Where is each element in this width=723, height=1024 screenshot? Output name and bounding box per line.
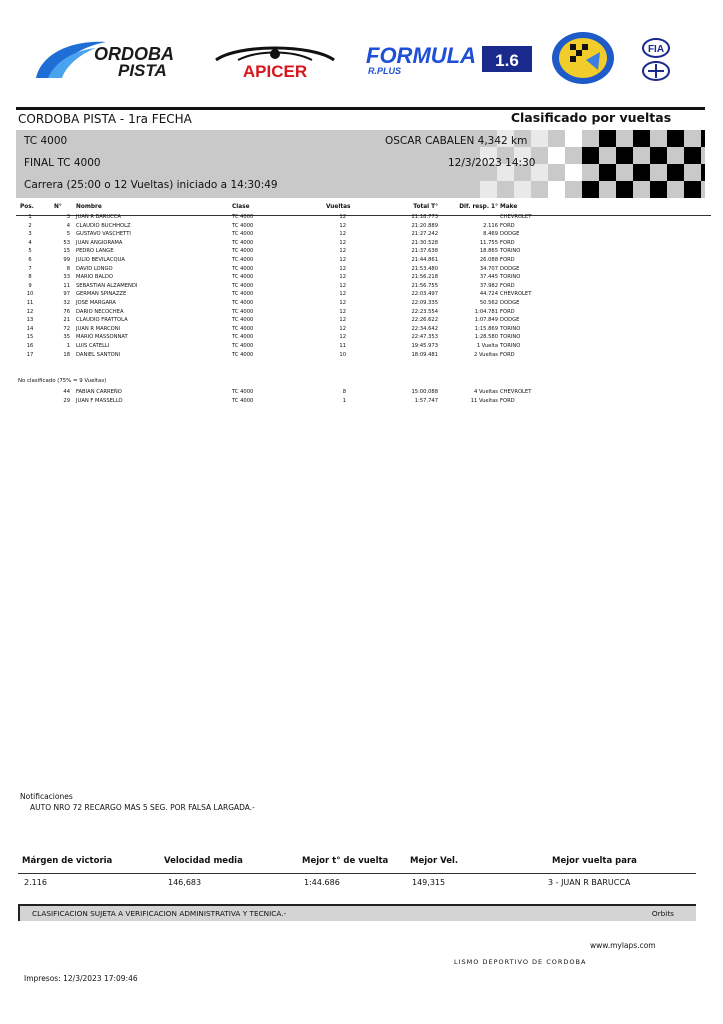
cell-make: FORD	[500, 282, 515, 289]
cell-num: 76	[63, 308, 70, 315]
checker-square	[701, 130, 705, 147]
cell-num: 29	[63, 397, 70, 404]
cell-laps: 12	[339, 239, 346, 246]
cell-diff: 26.088	[479, 257, 498, 263]
track-label: OSCAR CABALEN 4,342 km	[385, 135, 528, 147]
cell-num: 18	[63, 351, 70, 358]
cell-laps: 12	[339, 222, 346, 229]
cell-make: FORD	[500, 257, 515, 263]
cell-laps: 12	[339, 257, 346, 263]
cell-laps: 12	[339, 317, 346, 324]
stats-rule	[18, 873, 696, 874]
formula-logo-text: FORMULA	[366, 43, 476, 68]
cell-class: TC 4000	[232, 397, 254, 404]
cell-laps: 12	[339, 300, 346, 306]
cell-make: TORINO	[500, 343, 521, 349]
cell-total: 21:56.755	[411, 282, 438, 289]
cell-name: JUAN F MASSELLO	[76, 397, 123, 404]
checker-square	[480, 181, 497, 198]
cell-num: 33	[63, 274, 70, 281]
checker-square	[514, 181, 531, 198]
cell-diff: 8.469	[483, 231, 498, 238]
checker-square	[667, 130, 684, 147]
cell-pos: 16	[26, 343, 34, 349]
table-row	[16, 397, 711, 406]
apicer-logo	[208, 40, 342, 80]
cell-class: TC 4000	[232, 389, 254, 395]
checker-square	[599, 164, 616, 181]
session-datetime: 12/3/2023 14:30	[448, 157, 536, 169]
cell-diff: 1:04.781	[474, 308, 498, 315]
checker-square	[633, 130, 650, 147]
notifications-text: AUTO NRO 72 RECARGO MAS 5 SEG. POR FALSA LARGADA.-	[30, 803, 255, 812]
cell-total: 21:30.528	[411, 239, 438, 246]
cell-num: 15	[63, 248, 70, 255]
cell-pos: 12	[26, 308, 34, 315]
cell-diff: 37.445	[479, 274, 498, 281]
best-lap-value: 1:44.686	[304, 878, 340, 887]
cell-make: FORD	[500, 308, 515, 315]
class-label: TC 4000	[24, 135, 68, 147]
cell-make: FORD	[500, 222, 515, 229]
cell-num: 8	[66, 265, 70, 272]
mylaps-url: www.mylaps.com	[590, 941, 656, 950]
cell-num: 4	[66, 222, 70, 229]
cell-total: 22:23.554	[411, 308, 438, 315]
cell-pos: 2	[28, 222, 32, 229]
checker-square	[582, 181, 599, 198]
not-classified-title: No clasificado (75% = 9 Vueltas)	[18, 378, 107, 384]
cell-name: JOSE MARGARA	[76, 300, 116, 306]
cell-laps: 10	[339, 351, 346, 358]
col-num: N°	[54, 204, 62, 210]
cell-name: SEBASTIAN ALZAMENDI	[76, 282, 138, 289]
report-title: Clasificado por vueltas	[510, 110, 672, 125]
cell-total: 19:45.973	[411, 343, 438, 349]
col-pos: Pos.	[20, 204, 34, 210]
speed-label: Velocidad media	[164, 856, 243, 866]
club-shield-logo	[550, 30, 616, 86]
checker-square	[565, 130, 582, 147]
cell-make: DODGE	[500, 317, 520, 324]
cell-name: DARIO NECOCHEA	[76, 308, 124, 315]
best-lap-for-value: 3 - JUAN R BARUCCA	[548, 878, 631, 887]
cell-laps: 8	[342, 389, 346, 395]
cell-class: TC 4000	[232, 231, 254, 238]
cell-name: FABIAN CARREÑO	[76, 389, 122, 395]
cell-class: TC 4000	[232, 274, 254, 281]
cell-name: DAVID LONGO	[76, 265, 113, 272]
cell-class: TC 4000	[232, 334, 254, 341]
best-speed-label: Mejor Vel.	[410, 856, 459, 866]
cell-make: TORINO	[500, 274, 521, 281]
cell-num: 11	[63, 282, 70, 289]
col-make: Make	[500, 204, 518, 210]
cell-class: TC 4000	[232, 265, 254, 272]
cell-name: DANIEL SANTONI	[76, 351, 121, 358]
cell-class: TC 4000	[232, 343, 254, 349]
cell-diff: 50.562	[479, 300, 498, 306]
race-info: Carrera (25:00 o 12 Vueltas) iniciado a 14:30:49	[24, 179, 278, 191]
cell-total: 22:34.642	[411, 325, 438, 332]
footer-note-box	[18, 904, 696, 921]
margin-label: Márgen de victoria	[22, 856, 113, 866]
checker-square	[650, 147, 667, 164]
checker-square	[565, 164, 582, 181]
cell-total: 21:56.218	[411, 274, 438, 281]
cell-laps: 12	[339, 248, 346, 255]
cell-num: 5	[66, 231, 70, 238]
cell-num: 72	[63, 325, 70, 332]
printed-timestamp: Impresos: 12/3/2023 17:09:46	[24, 974, 138, 983]
cell-class: TC 4000	[232, 300, 254, 306]
cell-name: MARIO BALDO	[76, 274, 113, 281]
checker-square	[633, 164, 650, 181]
orbits-brand: Orbits	[651, 909, 674, 918]
footer-note: CLASIFICACION SUJETA A VERIFICACION ADMINISTRATIVA Y TECNICA.-	[32, 909, 287, 918]
cell-diff: 4 Vueltas	[474, 389, 498, 395]
cell-laps: 12	[339, 334, 346, 341]
cell-num: 1	[66, 343, 70, 349]
checker-square	[599, 130, 616, 147]
cell-total: 22:09.335	[411, 300, 438, 306]
cell-class: TC 4000	[232, 222, 254, 229]
col-name: Nombre	[76, 204, 102, 210]
cell-total: 21:27.242	[411, 231, 438, 238]
cell-diff: 18.865	[479, 248, 498, 255]
cell-make: DODGE	[500, 231, 520, 238]
cell-pos: 14	[26, 325, 34, 332]
checker-square	[582, 147, 599, 164]
cell-class: TC 4000	[232, 291, 254, 298]
cell-laps: 12	[339, 274, 346, 281]
cell-laps: 1	[342, 397, 346, 404]
col-diff: Dif. resp. 1°	[459, 204, 498, 210]
cell-diff: 44.724	[479, 291, 498, 298]
cell-name: JULIO BEVILACQUA	[76, 257, 125, 263]
cell-pos: 4	[28, 239, 32, 246]
cell-pos: 9	[28, 282, 32, 289]
rplus-logo-text: R.PLUS	[368, 66, 402, 76]
organizer-name: LISMO DEPORTIVO DE CORDOBA	[454, 958, 587, 966]
cell-diff: 34.707	[479, 265, 498, 272]
cell-class: TC 4000	[232, 214, 254, 220]
checker-square	[684, 147, 701, 164]
cell-diff: 37.982	[479, 282, 498, 289]
fia-logo-text: FIA	[647, 44, 665, 55]
cell-total: 22:47.353	[411, 334, 438, 341]
cell-pos: 1	[28, 214, 32, 220]
cell-pos: 17	[26, 351, 34, 358]
cell-make: TORINO	[500, 334, 521, 341]
checker-square	[548, 147, 565, 164]
cell-name: GERMAN SPINAZZE	[76, 291, 127, 298]
cell-laps: 12	[339, 265, 346, 272]
cell-diff: 1:28.580	[474, 334, 498, 341]
cell-make: CHEVROLET	[500, 389, 532, 395]
cell-class: TC 4000	[232, 257, 254, 263]
cell-make: CHEVROLET	[500, 214, 532, 220]
session-label: FINAL TC 4000	[24, 157, 101, 169]
checker-square	[616, 147, 633, 164]
cell-num: 97	[63, 291, 70, 298]
cell-total: 21:44.861	[411, 257, 438, 263]
cell-pos: 5	[28, 248, 32, 255]
cell-laps: 12	[339, 282, 346, 289]
formula-16-logo	[364, 42, 534, 76]
cell-pos: 11	[26, 300, 34, 306]
cell-pos: 7	[28, 265, 32, 272]
cell-class: TC 4000	[232, 317, 254, 324]
cell-total: 1:57.747	[414, 397, 438, 404]
cell-diff: 1:07.849	[474, 317, 498, 324]
col-laps: Vueltas	[326, 204, 351, 210]
cell-class: TC 4000	[232, 308, 254, 315]
cell-name: JUAN ANGIORAMA	[76, 239, 123, 246]
pista-logo-text: PISTA	[118, 61, 167, 80]
formula-number-text: 1.6	[495, 51, 519, 70]
checker-square	[548, 181, 565, 198]
checker-square	[667, 164, 684, 181]
cell-diff: 2.116	[483, 222, 498, 229]
cell-pos: 13	[26, 317, 34, 324]
cell-laps: 12	[339, 291, 346, 298]
table-row	[16, 351, 711, 360]
cell-laps: 12	[339, 308, 346, 315]
checker-square	[684, 181, 701, 198]
best-lap-label: Mejor t° de vuelta	[302, 856, 389, 866]
cell-pos: 6	[28, 257, 32, 263]
cell-num: 53	[63, 239, 70, 246]
col-class: Clase	[232, 204, 250, 210]
cell-name: LUIS CATELLI	[76, 343, 110, 349]
cell-make: TORINO	[500, 248, 521, 255]
best-lap-for-label: Mejor vuelta para	[552, 856, 637, 866]
cell-name: CLAUDIO FRATTOLA	[76, 317, 128, 324]
checker-square	[616, 181, 633, 198]
cell-num: 44	[63, 389, 70, 395]
cell-name: PEDRO LANGE	[76, 248, 114, 255]
best-speed-value: 149,315	[412, 878, 446, 887]
apicer-logo-text: APICER	[242, 62, 308, 80]
cell-pos: 3	[28, 231, 32, 238]
cell-make: TORINO	[500, 325, 521, 332]
cell-diff: 11 Vueltas	[470, 397, 498, 404]
cell-num: 35	[63, 334, 70, 341]
cell-make: FORD	[500, 351, 515, 358]
cell-class: TC 4000	[232, 248, 254, 255]
cell-total: 21:53.480	[411, 265, 438, 272]
cell-make: DODGE	[500, 265, 520, 272]
cell-pos: 15	[26, 334, 34, 341]
cell-class: TC 4000	[232, 325, 254, 332]
cordoba-pista-logo	[34, 38, 184, 82]
cell-total: 22:03.497	[411, 291, 438, 298]
cell-make: FORD	[500, 397, 515, 404]
cell-laps: 12	[339, 325, 346, 332]
cell-diff: 11.755	[479, 239, 498, 246]
cell-name: JUAN R BARUCCA	[76, 214, 121, 220]
checker-square	[531, 130, 548, 147]
speed-value: 146,683	[168, 878, 202, 887]
checker-square	[650, 181, 667, 198]
cell-diff: 2 Vueltas	[474, 351, 498, 358]
cell-name: JUAN R MARCONI	[76, 325, 121, 332]
cell-num: 99	[63, 257, 70, 263]
cell-class: TC 4000	[232, 282, 254, 289]
cell-total: 21:20.889	[411, 222, 438, 229]
margin-value: 2.116	[24, 878, 47, 887]
cell-pos: 10	[26, 291, 34, 298]
checker-square	[701, 164, 705, 181]
cell-make: DODGE	[500, 300, 520, 306]
cell-make: FORD	[500, 239, 515, 246]
cell-total: 21:37.638	[411, 248, 438, 255]
cell-num: 3	[66, 214, 70, 220]
cell-name: MARIO MASSONNAT	[76, 334, 128, 341]
cell-make: CHEVROLET	[500, 291, 532, 298]
cell-name: GUSTAVO VASCHETTI	[76, 231, 131, 238]
cell-name: CLAUDIO BUCHHOLZ	[76, 222, 131, 229]
event-title: CORDOBA PISTA - 1ra FECHA	[18, 112, 192, 126]
cell-diff: 1:15.869	[474, 325, 498, 332]
cell-total: 15:00.088	[411, 389, 438, 395]
cell-diff: 1 Vuelta	[476, 343, 498, 349]
cell-laps: 12	[339, 231, 346, 238]
cordoba-logo-text: ORDOBA	[94, 44, 174, 64]
cell-total: 22:26.622	[411, 317, 438, 324]
cell-total: 21:18.773	[411, 214, 438, 220]
col-total: Total T°	[413, 204, 438, 210]
cell-num: 21	[63, 317, 70, 324]
cell-pos: 8	[28, 274, 32, 281]
notifications-title: Notificaciones	[20, 792, 73, 801]
cell-class: TC 4000	[232, 351, 254, 358]
cell-num: 32	[63, 300, 70, 306]
cell-laps: 12	[339, 214, 346, 220]
cell-class: TC 4000	[232, 239, 254, 246]
fia-logo	[638, 38, 674, 82]
cell-laps: 11	[339, 343, 346, 349]
cell-total: 18:09.481	[411, 351, 438, 358]
